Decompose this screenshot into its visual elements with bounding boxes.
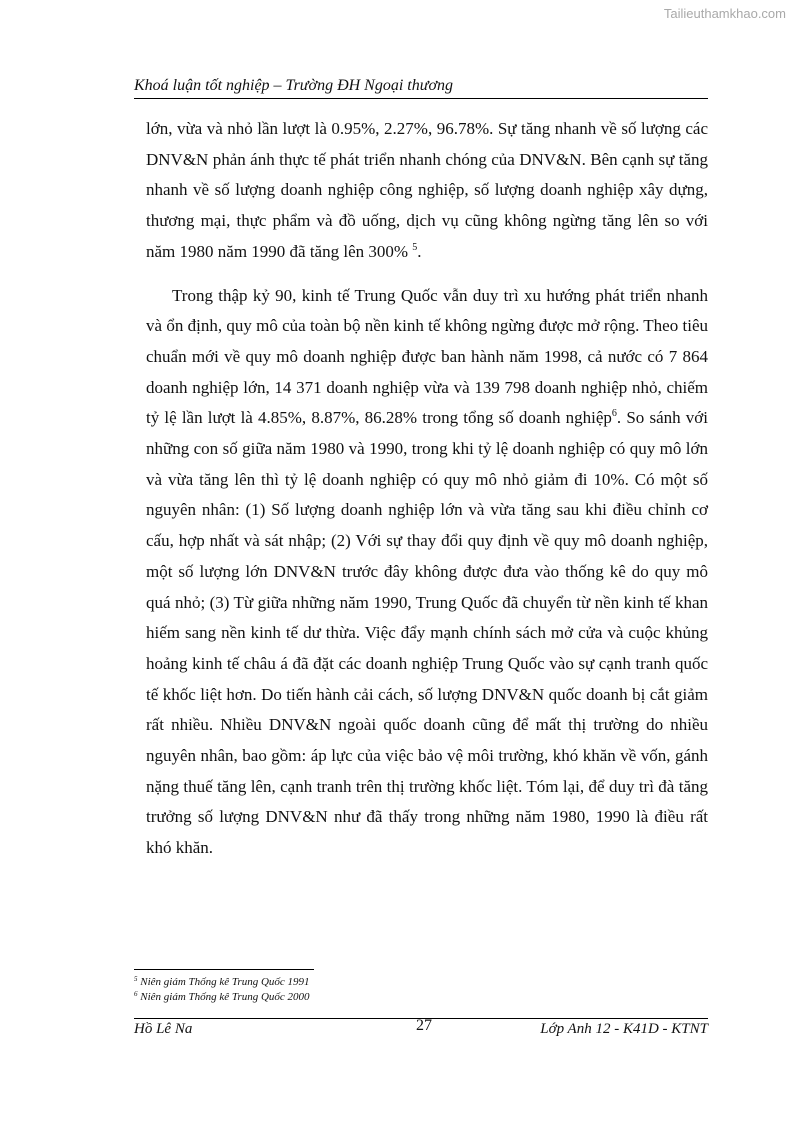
paragraph-1-text: lớn, vừa và nhỏ lần lượt là 0.95%, 2.27%, 96.78%. Sự tăng nhanh về số lượng các DNV&N phản ánh thực tế phát triển nhanh chóng của DNV&N. Bên cạnh sự tăng nhanh về số lượng doanh nghiệp công nghiệp, số lượng doanh nghiệp xây dựng, thương mại, thực phẩm và đồ uống, dịch vụ cũng không ngừng tăng lên so với năm 1980 năm 1990 đã tăng lên 300% (146, 119, 708, 261)
footnote-text: Niên giám Thống kê Trung Quốc 2000 (137, 991, 310, 1003)
watermark: Tailieuthamkhao.com (663, 6, 786, 21)
paragraph-2 (146, 281, 708, 864)
footnote-5 (134, 975, 534, 990)
paragraph-1-end: . (417, 241, 422, 261)
body-text (146, 114, 708, 864)
paragraph-1 (146, 114, 708, 268)
footnotes (134, 975, 534, 1005)
page-number: 27 (416, 1017, 432, 1034)
footnote-number: 6 (134, 990, 138, 998)
footer-author: Hồ Lê Na (134, 1021, 193, 1037)
footnote-ref-6[interactable]: 6 (611, 408, 617, 420)
footnote-ref-5[interactable]: 5 (412, 241, 418, 253)
page-header (134, 76, 708, 99)
footnote-6 (134, 990, 534, 1005)
footer-class: Lớp Anh 12 - K41D - KTNT (540, 1021, 708, 1037)
footnote-text: Niên giám Thống kê Trung Quốc 1991 (137, 976, 310, 988)
paragraph-2-text: Trong thập kỷ 90, kinh tế Trung Quốc vẫn duy trì xu hướng phát triển nhanh và ổn định, quy mô của toàn bộ nền kinh tế không ngừng được mở rộng. Theo tiêu chuẩn mới về quy mô doanh nghiệp được ban hành năm 1998, cả nước có 7 864 doanh nghiệp lớn, 14 371 doanh nghiệp vừa và 139 798 doanh nghiệp nhỏ, chiếm tỷ lệ lần lượt là 4.85%, 8.87%, 86.28% trong tổng số doanh nghiệp (146, 285, 708, 428)
footnote-number: 5 (134, 975, 138, 983)
header-title: Khoá luận tốt nghiệp – Trường ĐH Ngoại thương (134, 77, 453, 94)
footnote-separator (134, 969, 314, 970)
page-footer (134, 1017, 708, 1043)
paragraph-2-end: . So sánh với những con số giữa năm 1980 và 1990, trong khi tỷ lệ doanh nghiệp có quy mô lớn và vừa tăng lên thì tỷ lệ doanh nghiệp có quy mô nhỏ giảm đi 10%. Có một số nguyên nhân: (1) Số lượng doanh nghiệp lớn và vừa tăng sau khi điều chỉnh cơ cấu, hợp nhất và sát nhập; (2) Với sự thay đổi quy định về quy mô doanh nghiệp, một số lượng lớn DNV&N trước đây không được đưa vào thống kê do quy mô quá nhỏ; (3) Từ giữa những năm 1990, Trung Quốc đã chuyển từ nền kinh tế khan hiếm sang nền kinh tế dư thừa. Việc đẩy mạnh chính sách mở cửa và cuộc khủng hoảng kinh tế châu á đã đặt các doanh nghiệp Trung Quốc vào sự cạnh tranh quốc tế khốc liệt hơn. Do tiến hành cải cách, số lượng DNV&N quốc doanh bị cắt giảm rất nhiều. Nhiều DNV&N ngoài quốc doanh cũng để mất thị trường do nhiều nguyên nhân, bao gồm: áp lực của việc bảo vệ môi trường, khó khăn về vốn, gánh nặng thuế tăng lên, cạnh tranh trên thị trường khốc liệt. Tóm lại, để duy trì đà tăng trưởng số lượng DNV&N như đã thấy trong những năm 1980, 1990 là điều rất khó khăn. (146, 408, 708, 858)
